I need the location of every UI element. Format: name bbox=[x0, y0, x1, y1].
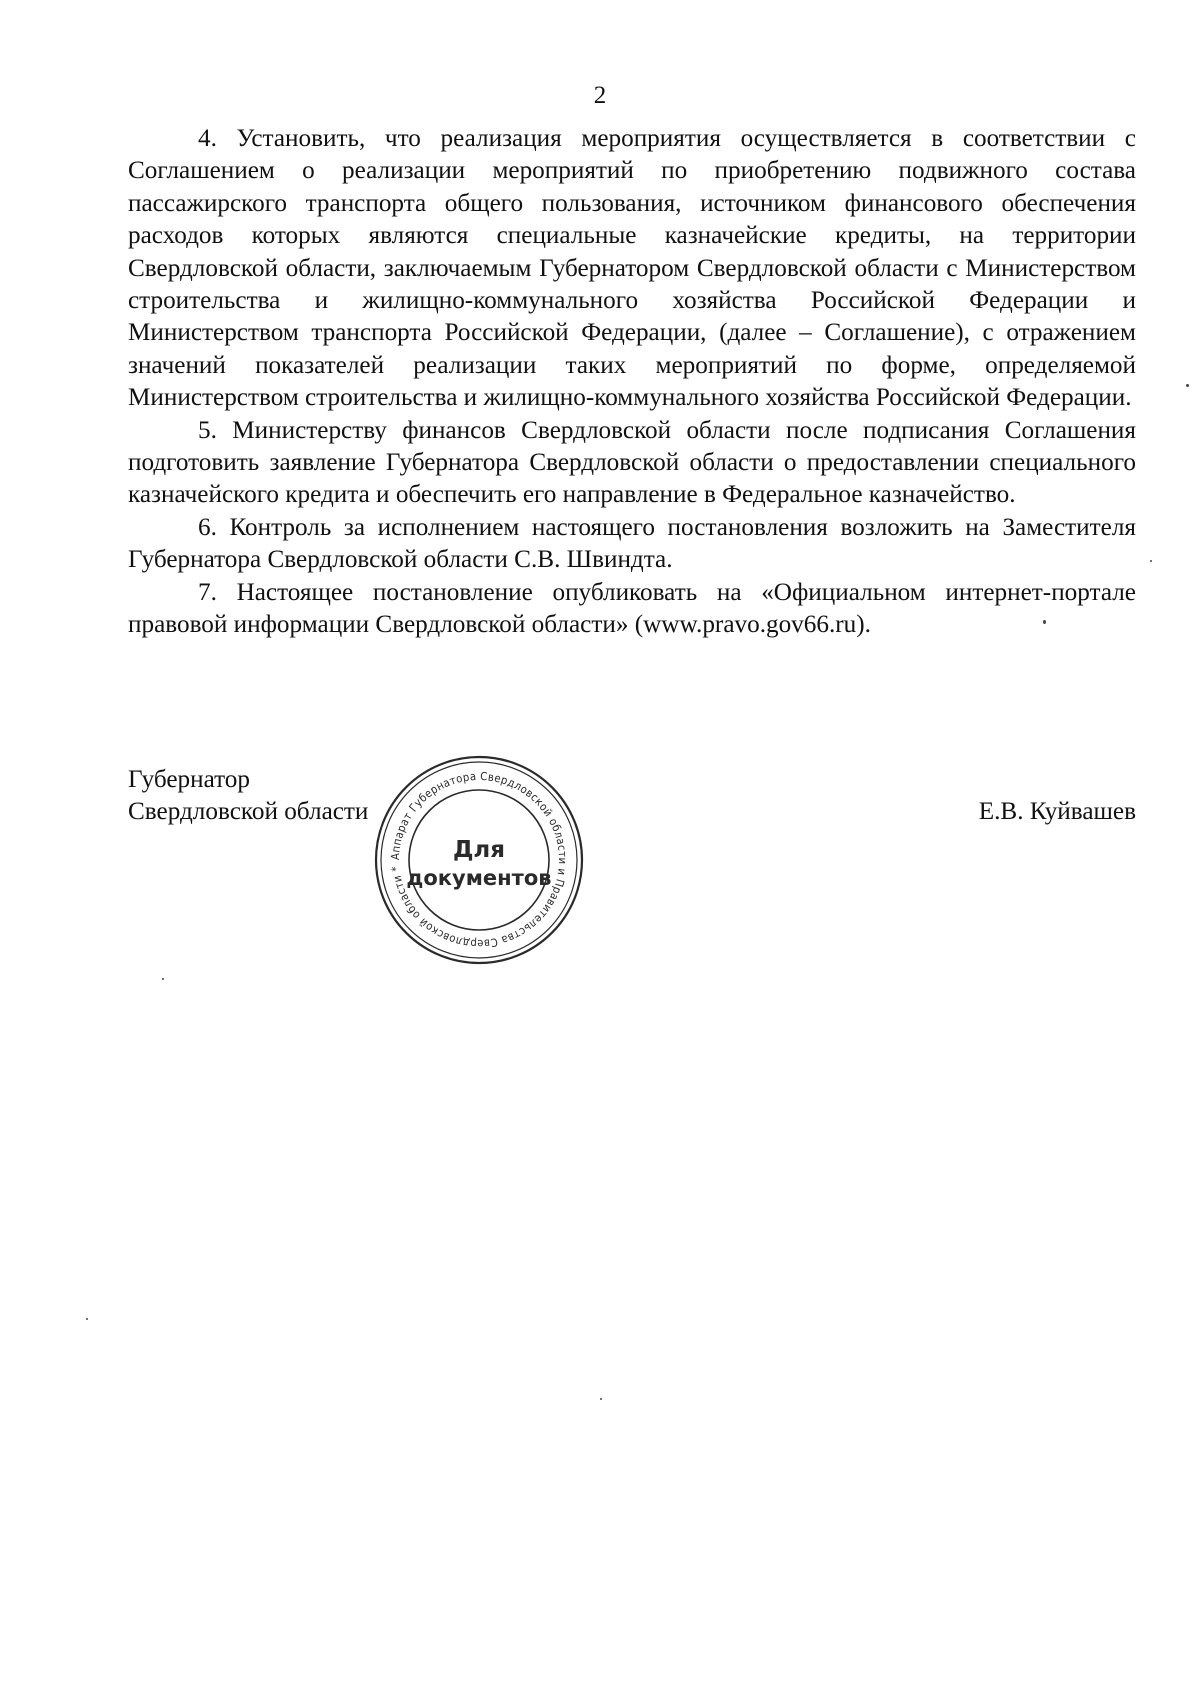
scan-speck bbox=[1150, 560, 1152, 562]
signatory-position bbox=[128, 764, 368, 829]
page-number: 2 bbox=[593, 82, 607, 109]
seal-center-line2: документов bbox=[406, 866, 552, 890]
signatory-position-line1: Губернатор bbox=[128, 766, 250, 793]
seal-center-line1: Для bbox=[452, 837, 506, 863]
seal-ring-text-path: Аппарат Губернатора Свердловской области и Правительства Свердловской области * bbox=[388, 769, 570, 951]
signatory-position-line2: Свердловской области bbox=[128, 798, 369, 826]
scan-speck bbox=[86, 1318, 88, 1320]
official-seal bbox=[372, 753, 586, 967]
document-body bbox=[128, 123, 1136, 642]
scan-speck bbox=[162, 978, 164, 980]
seal-graphic bbox=[372, 753, 586, 967]
paragraph-item-5: 5. Министерству финансов Свердловской области после подписания Соглашения подготовить заявление Губернатора Свердловской области о предоставлении специального казначейского кредита и обеспечить его направление в Федеральное казначейство. bbox=[128, 416, 1136, 509]
paragraph-item-7: 7. Настоящее постановление опубликовать на «Официальном интернет-портале правовой информации Свердловской области» (www.pravo.gov66.ru). bbox=[128, 578, 1136, 639]
paragraph-item-4: 4. Установить, что реализация мероприятия осуществляется в соответствии с Соглашением о реализации мероприятий по приобретению подвижного состава пассажирского транспорта общего пользования, источником финансового обеспечения расходов которых являются специальные казначейские кредиты, на территории Свердловской области, заключаемым Губернатором Свердловской области с Министерством строительства и жилищно-коммунального хозяйства Российской Федерации и Министерством транспорта Российской Федерации, (далее – Соглашение), с отражением значений показателей реализации таких мероприятий по форме, определяемой Министерством строительства и жилищно-коммунального хозяйства Российской Федерации. bbox=[128, 125, 1136, 412]
scan-speck bbox=[1043, 620, 1046, 624]
scan-speck bbox=[1186, 384, 1189, 387]
paragraph-item-6: 6. Контроль за исполнением настоящего постановления возложить на Заместителя Губернатора Свердловской области С.В. Швиндта. bbox=[128, 513, 1136, 574]
signatory-name: Е.В. Куйвашев bbox=[978, 798, 1136, 825]
scan-speck bbox=[600, 1398, 602, 1400]
